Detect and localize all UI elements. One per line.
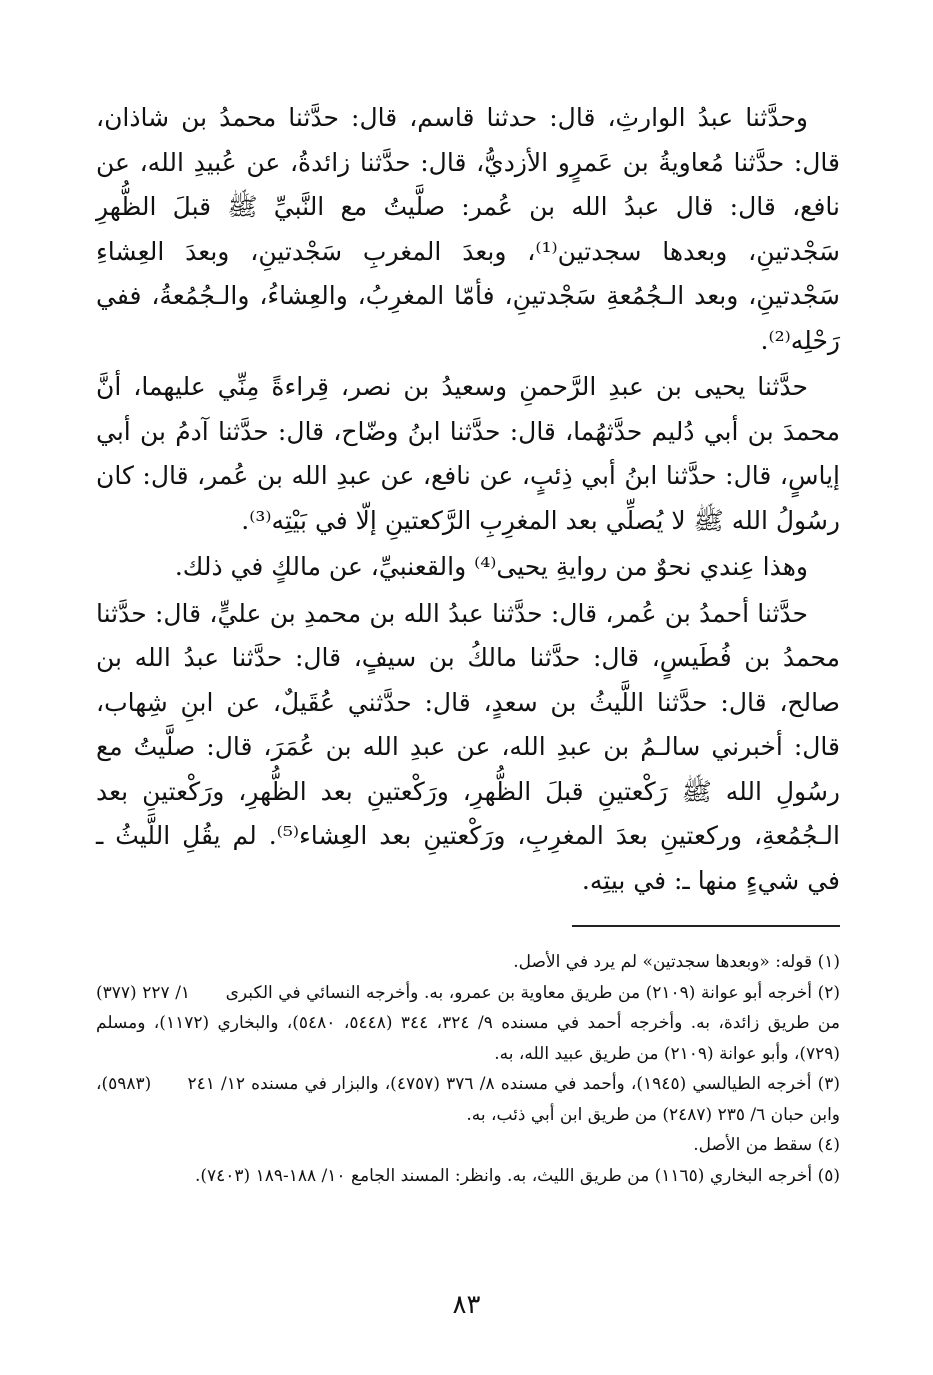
footnote-continuation: (٥٩٨٣)، وابن حبان ٦/ ٢٣٥ (٢٤٨٧) من طريق ابن أبي ذئب، به. — [96, 1074, 840, 1125]
page-number: ٨٣ — [452, 1290, 481, 1320]
footnote-text: أخرجه أبو عوانة (٢١٠٩) من طريق معاوية بن عمرو، به. وأخرجه النسائي في الكبرى — [225, 982, 813, 1003]
paragraph-3: وهذا عِندي نحوٌ من روايةِ يحيى⁽⁴⁾ والقعنبيِّ، عن مالكٍ في ذلك. — [174, 552, 808, 581]
footnote-text: قوله: «وبعدها سجدتين» لم يرد في الأصل. — [513, 952, 813, 972]
footnote-number: (١) — [817, 952, 840, 972]
footnote-divider — [572, 925, 840, 927]
footnote-text: سقط من الأصل. — [693, 1135, 813, 1155]
footnote-text: أخرجه البخاري (١١٦٥) من طريق الليث، به. وانظر: المسند الجامع ١٠/ ١٨٨-١٨٩ (٧٤٠٣). — [194, 1165, 813, 1186]
footnote-2 — [96, 978, 840, 1070]
footnote-number: (٢) — [817, 982, 841, 1003]
footnote-number: (٥) — [817, 1165, 840, 1186]
footnote-continuation: ١/ ٢٢٧ (٣٧٧) من طريق زائدة، به. وأخرجه أحمد في مسنده ٩/ ٣٢٤، ٣٤٤ (٥٤٤٨، ٥٤٨٠)، والبخاري (١١٧٢)، ومسلم (٧٢٩)، وأبو عوانة (٢١٠٩) من طريق عبيد الله، به. — [96, 982, 840, 1064]
footnote-3 — [96, 1069, 840, 1130]
footnote-number: (٣) — [817, 1074, 840, 1094]
footnote-text: أخرجه الطيالسي (١٩٤٥)، وأحمد في مسنده ٨/ ٣٧٦ (٤٧٥٧)، والبزار في مسنده ١٢/ ٢٤١ — [187, 1074, 812, 1094]
paragraph-1: وحدَّثنا عبدُ الوارثِ، قال: حدثنا قاسم، قال: حدَّثنا محمدُ بن شاذان، قال: حدَّثنا مُعاويةُ بن عَمرٍو الأزديُّ، قال: حدَّثنا زائدةُ، عن عُبيدِ الله، عن نافع، قال: قال عبدُ الله بن عُمر: صلَّيتُ مع النَّبيِّ ﷺ قبلَ الظُّهرِ سَجْدتينِ، وبعدها سجدتين⁽¹⁾، وبعدَ المغربِ سَجْدتينِ، وبعدَ العِشاءِ سَجْدتينِ، وبعد الـجُمُعةِ سَجْدتينِ، فأمّا المغرِبُ، والعِشاءُ، والـجُمُعةُ، ففي رَحْلِه⁽²⁾. — [96, 103, 840, 355]
footnote-4 — [96, 1130, 840, 1161]
book-page — [96, 96, 840, 1191]
paragraph-4: حدَّثنا أحمدُ بن عُمر، قال: حدَّثنا عبدُ الله بن محمدِ بن عليٍّ، قال: حدَّثنا محمدُ بن فُطَيسٍ، قال: حدَّثنا مالكُ بن سيفٍ، قال: حدَّثنا عبدُ الله بن صالح، قال: حدَّثنا اللَّيثُ بن سعدٍ، قال: حدَّثني عُقَيلٌ، عن ابنِ شِهاب، قال: أخبرني سالـمُ بن عبدِ الله، عن عبدِ الله بن عُمَرَ، قال: صلَّيتُ مع رسُولِ الله ﷺ رَكْعتينِ قبلَ الظُّهرِ، ورَكْعتينِ بعد الظُّهرِ، ورَكْعتينِ بعد الـجُمُعةِ، وركعتينِ بعدَ المغرِبِ، ورَكْعتينِ بعد العِشاء⁽⁵⁾. لم يقُلِ اللَّيثُ ـ في شيءٍ منها ـ: في بيتِه. — [96, 598, 840, 895]
footnote-5 — [96, 1161, 840, 1192]
footnote-1 — [96, 947, 840, 978]
footnote-number: (٤) — [817, 1135, 840, 1155]
paragraph-2: حدَّثنا يحيى بن عبدِ الرَّحمنِ وسعيدُ بن نصر، قِراءةً مِنِّي عليهما، أنَّ محمدَ بن أبي دُليم حدَّثهُما، قال: حدَّثنا ابنُ وضّاح، قال: حدَّثنا آدمُ بن أبي إياسٍ، قال: حدَّثنا ابنُ أبي ذِئبٍ، عن نافع، عن عبدِ الله بن عُمر، قال: كان رسُولُ الله ﷺ لا يُصلِّي بعد المغرِبِ الرَّكعتينِ إلّا في بَيْتِه⁽³⁾. — [96, 372, 840, 535]
footnotes — [96, 947, 840, 1191]
main-text — [96, 96, 840, 903]
